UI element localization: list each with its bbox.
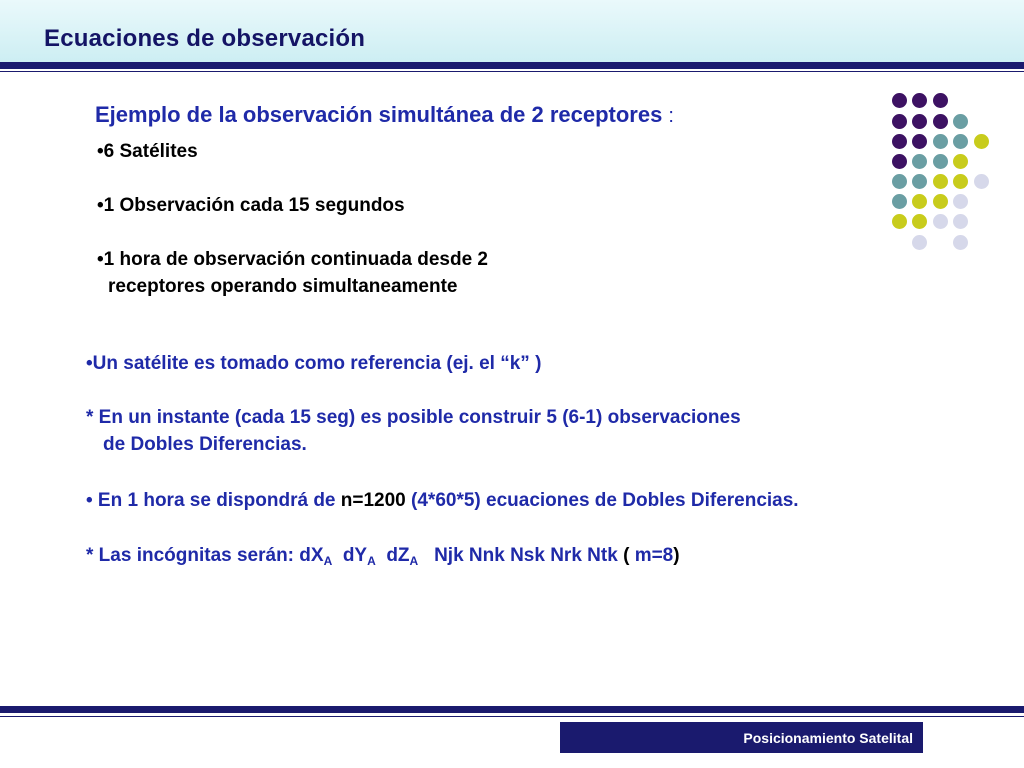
subtitle-text: Ejemplo de la observación simultánea de 2 receptores — [95, 102, 663, 127]
top-rule — [0, 62, 1024, 69]
unknown-m-value: m=8 — [634, 545, 674, 566]
dot-lavender-icon — [974, 174, 989, 189]
dot-purple-icon — [912, 114, 927, 129]
dot-teal-icon — [933, 154, 948, 169]
reference-satellite-line: •Un satélite es tomado como referencia (ej. el “k” ) — [86, 353, 542, 374]
dot-purple-icon — [892, 154, 907, 169]
bottom-rule-thin — [0, 716, 1024, 717]
dot-teal-icon — [953, 134, 968, 149]
unknown-dy-sub: A — [367, 554, 376, 568]
unknown-m-close: ) — [673, 545, 680, 566]
top-rule-thin — [0, 71, 1024, 72]
dot-lavender-icon — [912, 235, 927, 250]
dot-teal-icon — [933, 134, 948, 149]
hour-equations-line — [86, 487, 799, 515]
dot-teal-icon — [953, 114, 968, 129]
decorative-dot-grid — [890, 92, 1000, 252]
bullet-observation-rate: •1 Observación cada 15 segundos — [97, 195, 405, 216]
unknown-dz: dZ — [386, 545, 410, 566]
subtitle-colon: : — [668, 105, 674, 127]
slide-title: Ecuaciones de observación — [44, 25, 366, 52]
dot-yellow-icon — [953, 154, 968, 169]
dot-yellow-icon — [912, 194, 927, 209]
dot-purple-icon — [892, 93, 907, 108]
hour-n-value: n=1200 — [340, 490, 406, 511]
dot-teal-icon — [912, 154, 927, 169]
dot-lavender-icon — [953, 214, 968, 229]
dot-yellow-icon — [892, 214, 907, 229]
hour-line-post: (4*60*5) ecuaciones de Dobles Diferencias. — [405, 490, 799, 511]
bullet-satellites: •6 Satélites — [97, 141, 198, 162]
unknown-dy: dY — [342, 545, 368, 566]
dot-yellow-icon — [933, 194, 948, 209]
dot-purple-icon — [912, 93, 927, 108]
dot-teal-icon — [892, 174, 907, 189]
instant-line-2: de Dobles Diferencias. — [103, 434, 307, 455]
bullet-observation-hour-cont: receptores operando simultaneamente — [108, 276, 458, 297]
footer-label: Posicionamiento Satelital — [743, 730, 913, 746]
instant-line-1: * En un instante (cada 15 seg) es posible construir 5 (6-1) observaciones — [86, 407, 741, 428]
dot-purple-icon — [933, 114, 948, 129]
dot-yellow-icon — [974, 134, 989, 149]
unknown-m-open: ( — [617, 545, 635, 566]
hour-line-pre: • En 1 hora se dispondrá de — [86, 490, 341, 511]
unknown-dx: dX — [299, 545, 324, 566]
dot-lavender-icon — [953, 235, 968, 250]
unknown-dx-sub: A — [323, 554, 333, 568]
dot-yellow-icon — [933, 174, 948, 189]
unknowns-line — [86, 542, 680, 575]
dot-purple-icon — [933, 93, 948, 108]
dot-lavender-icon — [933, 214, 948, 229]
bottom-rule — [0, 706, 1024, 713]
dot-yellow-icon — [953, 174, 968, 189]
dot-purple-icon — [892, 134, 907, 149]
dot-teal-icon — [892, 194, 907, 209]
footer-box — [560, 722, 923, 753]
dot-teal-icon — [912, 174, 927, 189]
unknown-ambiguities: Njk Nnk Nsk Nrk Ntk — [434, 545, 618, 566]
unknowns-prefix: * Las incógnitas serán: — [86, 545, 300, 566]
dot-yellow-icon — [912, 214, 927, 229]
dot-purple-icon — [892, 114, 907, 129]
dot-lavender-icon — [953, 194, 968, 209]
dot-purple-icon — [912, 134, 927, 149]
subtitle — [95, 102, 674, 128]
unknown-dz-sub: A — [409, 554, 419, 568]
bullet-observation-hour: •1 hora de observación continuada desde 2 — [97, 249, 488, 270]
